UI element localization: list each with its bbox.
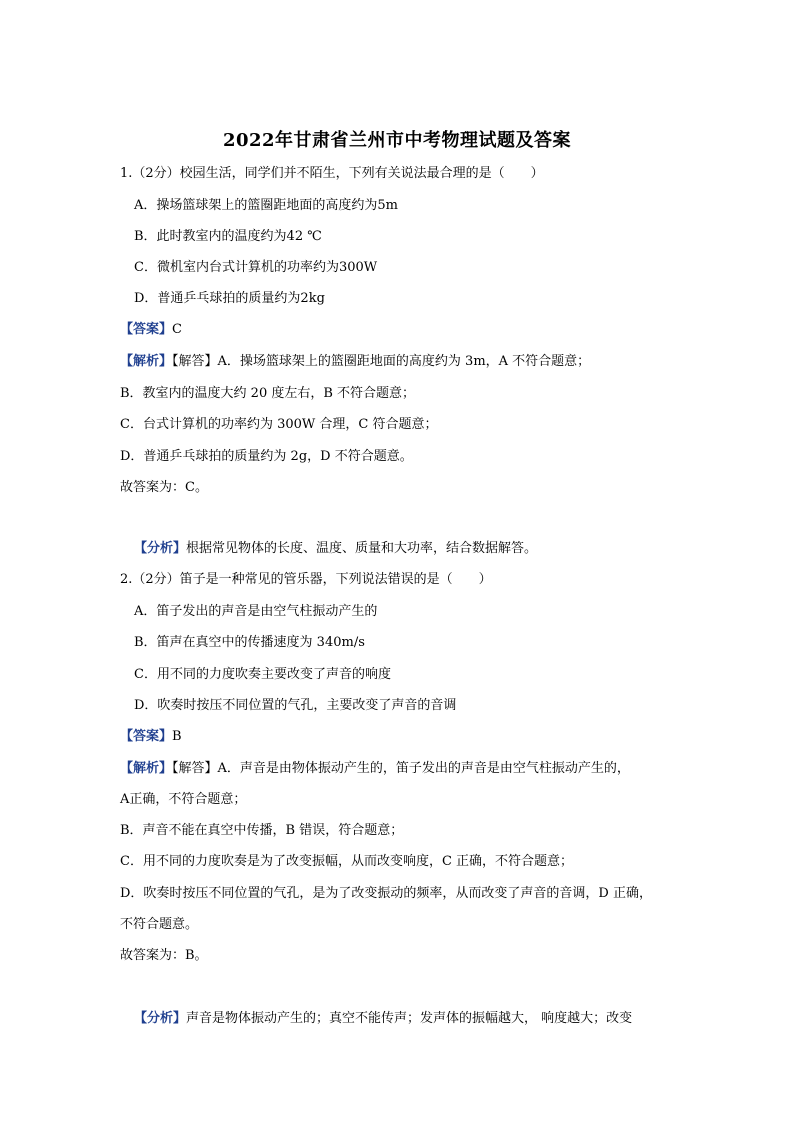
q1-option-d: D．普通乒乓球拍的质量约为2kg: [134, 291, 325, 306]
answer-tag: 【答案】: [120, 729, 173, 744]
q2-option-a: A．笛子发出的声音是由空气柱振动产生的: [134, 604, 378, 619]
question-1-stem: 1.（2分）校园生活，同学们并不陌生，下列有关说法最合理的是（ ）: [120, 166, 544, 181]
fenxi-text: 声音是物体振动产生的；真空不能传声；发声体的振幅越大， 响度越大；改变: [186, 1011, 633, 1026]
q1-option-a: A．操场篮球架上的篮圈距地面的高度约为5m: [134, 198, 398, 213]
analysis-text: A．操场篮球架上的篮圈距地面的高度约为 3m，A 不符合题意；: [217, 354, 591, 369]
q1-fenxi: [134, 540, 537, 558]
q1-answer: [120, 321, 182, 339]
q1-analysis-line: C．台式计算机的功率约为 300W 合理，C 符合题意；: [120, 417, 438, 432]
jieda-tag: 【解答】: [172, 761, 218, 776]
q2-option-c: C．用不同的力度吹奏主要改变了声音的响度: [134, 667, 391, 682]
jiexi-tag: 【解析】: [120, 354, 173, 369]
q2-fenxi: [134, 1010, 632, 1028]
q2-analysis-first-line: [120, 760, 630, 778]
q2-analysis-line: D．吹奏时按压不同位置的气孔，是为了改变振动的频率，从而改变了声音的音调，D 正确，: [120, 886, 652, 901]
q2-final-answer: 故答案为：B。: [120, 948, 208, 963]
jieda-tag: 【解答】: [172, 354, 218, 369]
fenxi-text: 根据常见物体的长度、温度、质量和大功率，结合数据解答。: [186, 541, 538, 556]
q1-analysis-line: B．教室内的温度大约 20 度左右，B 不符合题意；: [120, 386, 416, 401]
q1-option-b: B．此时教室内的温度约为42 ℃: [134, 229, 322, 244]
q1-option-c: C．微机室内台式计算机的功率约为300W: [134, 260, 378, 275]
analysis-text: A．声音是由物体振动产生的，笛子发出的声音是由空气柱振动产生的，: [217, 761, 630, 776]
q2-option-b: B．笛声在真空中的传播速度为 340m/s: [134, 635, 365, 650]
q2-option-d: D．吹奏时按压不同位置的气孔，主要改变了声音的音调: [134, 698, 457, 713]
question-2-stem: 2.（2分）笛子是一种常见的管乐器，下列说法错误的是（ ）: [120, 572, 492, 587]
q2-analysis-line: B．声音不能在真空中传播，B 错误，符合题意；: [120, 823, 404, 838]
fenxi-tag: 【分析】: [134, 1011, 187, 1026]
fenxi-tag: 【分析】: [134, 541, 187, 556]
q1-final-answer: 故答案为：C。: [120, 480, 208, 495]
answer-value: B: [172, 729, 182, 744]
answer-value: C: [172, 322, 182, 337]
q1-analysis-first-line: [120, 353, 590, 371]
q2-analysis-line: 不符合题意。: [120, 917, 199, 932]
jiexi-tag: 【解析】: [120, 761, 173, 776]
q2-analysis-line: A正确，不符合题意；: [120, 792, 247, 807]
page-title: 2022年甘肃省兰州市中考物理试题及答案: [222, 130, 572, 151]
q1-analysis-line: D．普通乒乓球拍的质量约为 2g，D 不符合题意。: [120, 449, 413, 464]
q2-analysis-line: C．用不同的力度吹奏是为了改变振幅，从而改变响度，C 正确，不符合题意；: [120, 854, 574, 869]
answer-tag: 【答案】: [120, 322, 173, 337]
q2-answer: [120, 728, 182, 746]
